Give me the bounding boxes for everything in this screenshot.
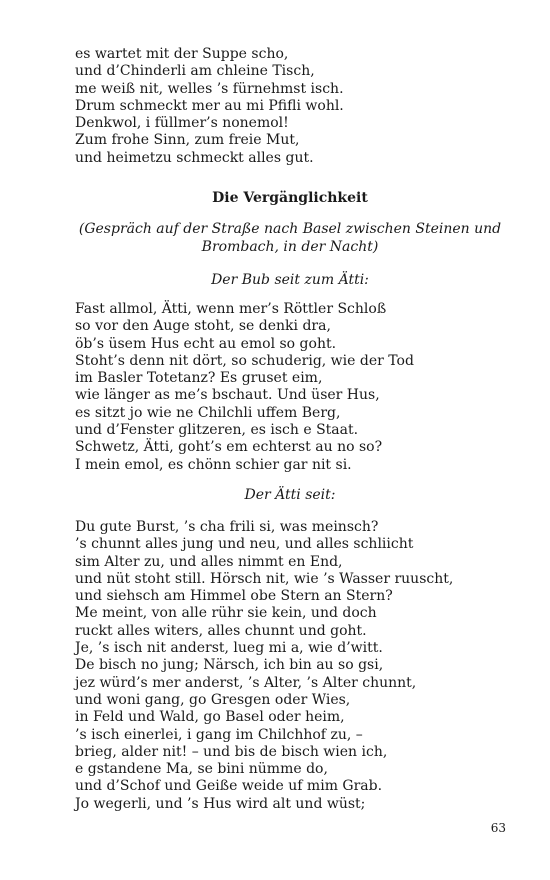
verse-line: es wartet mit der Suppe scho, bbox=[75, 46, 289, 62]
verse-line: Jo wegerli, und ’s Hus wird alt und wüst; bbox=[75, 795, 366, 812]
verse-line: im Basler Totetanz? Es gruset eim, bbox=[75, 370, 323, 387]
verse-line: I mein emol, es chönn schier gar nit si. bbox=[75, 456, 352, 473]
verse-line: es sitzt jo wie ne Chilchli uffem Berg, bbox=[75, 404, 341, 421]
verse-line: Denkwol, i füllmer’s nonemol! bbox=[75, 115, 289, 132]
stanza-continuation bbox=[75, 46, 515, 167]
poem-title: Die Vergänglichkeit bbox=[212, 190, 368, 206]
verse-line: sim Alter zu, und alles nimmt en End, bbox=[75, 553, 343, 570]
verse-line: in Feld und Wald, go Basel oder heim, bbox=[75, 709, 345, 726]
verse-line: und siehsch am Himmel obe Stern an Stern? bbox=[75, 588, 393, 605]
verse-line: Fast allmol, Ätti, wenn mer’s Röttler Schloß bbox=[75, 301, 387, 317]
verse-line: und d’Chinderli am chleine Tisch, bbox=[75, 63, 315, 80]
verse-line: und woni gang, go Gresgen oder Wies, bbox=[75, 691, 351, 708]
speaker-label-bub: Der Bub seit zum Ätti: bbox=[211, 272, 369, 288]
verse-line: und d’Fenster glitzeren, es isch e Staat. bbox=[75, 422, 359, 439]
poem-subtitle: (Gespräch auf der Straße nach Basel zwischen Steinen und Brombach, in der Nacht) bbox=[78, 221, 502, 255]
verse-line: wie länger as me’s bschaut. Und üser Hus, bbox=[75, 387, 380, 404]
verse-line: e gstandene Ma, se bini nümme do, bbox=[75, 761, 328, 778]
verse-line: Zum frohe Sinn, zum freie Mut, bbox=[75, 132, 300, 149]
speaker-label-aetti: Der Ätti seit: bbox=[244, 487, 336, 503]
verse-line: und nüt stoht still. Hörsch nit, wie ’s Wasser ruuscht, bbox=[75, 570, 454, 587]
verse-line: und heimetzu schmeckt alles gut. bbox=[75, 149, 314, 166]
verse-line: Schwetz, Ätti, goht’s em echterst au no so? bbox=[75, 439, 383, 456]
verse-line: De bisch no jung; Närsch, ich bin au so gsi, bbox=[75, 657, 384, 674]
verse-line: jez würd’s mer anderst, ’s Alter, ’s Alter chunnt, bbox=[75, 674, 417, 691]
stanza-bub bbox=[75, 301, 515, 474]
verse-line: ’s isch einerlei, i gang im Chilchhof zu, – bbox=[75, 726, 363, 743]
verse-line: Me meint, von alle rühr sie kein, und doch bbox=[75, 605, 377, 622]
verse-line: so vor den Auge stoht, se denki dra, bbox=[75, 318, 331, 335]
verse-line: Stoht’s denn nit dört, so schuderig, wie der Tod bbox=[75, 352, 414, 369]
verse-line: Je, ’s isch nit anderst, lueg mi a, wie d’witt. bbox=[75, 640, 383, 657]
page-number: 63 bbox=[490, 821, 506, 835]
verse-line: ’s chunnt alles jung und neu, und alles schliicht bbox=[75, 536, 414, 553]
stanza-aetti bbox=[75, 519, 515, 813]
verse-line: me weiß nit, welles ’s fürnehmst isch. bbox=[75, 80, 344, 97]
verse-line: ruckt alles witers, alles chunnt und goht. bbox=[75, 622, 367, 639]
verse-line: Drum schmeckt mer au mi Pfifli wohl. bbox=[75, 97, 344, 114]
verse-line: Du gute Burst, ’s cha frili si, was meinsch? bbox=[75, 519, 379, 535]
verse-line: und d’Schof und Geiße weide uf mim Grab. bbox=[75, 778, 383, 795]
verse-line: öb’s üsem Hus echt au emol so goht. bbox=[75, 335, 337, 352]
verse-line: brieg, alder nit! – und bis de bisch wien ich, bbox=[75, 743, 388, 760]
